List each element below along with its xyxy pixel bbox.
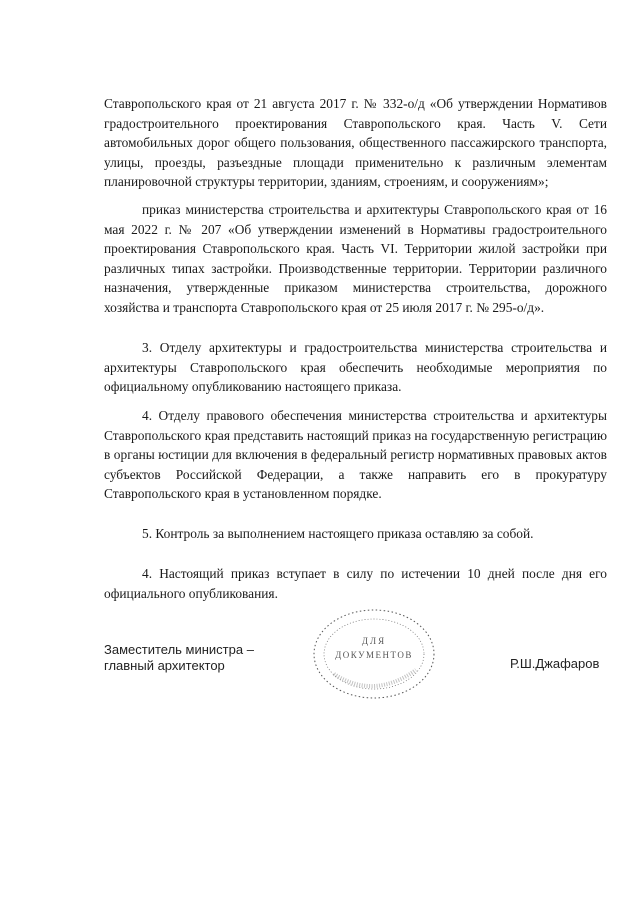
- paragraph-item-5-control: 5. Контроль за выполнением настоящего приказа оставляю за собой.: [142, 526, 534, 541]
- stamp-text-line1: ДЛЯ: [361, 636, 387, 646]
- paragraph-item-4-effective-date: 4. Настоящий приказ вступает в силу по истечении 10 дней после дня его официального опубликования.: [104, 566, 607, 601]
- paragraph-item-4-registration: 4. Отделу правового обеспечения министерства строительства и архитектуры Ставропольского края представить настоящий приказ на государственную регистрацию в органы юстиции для включения в федеральный регистр нормативных правовых актов субъектов Российской Федерации, а также направить его в прокуратуру Ставропольского края в установленном порядке.: [104, 408, 607, 501]
- stamp-text-line2: ДОКУМЕНТОВ: [335, 650, 413, 660]
- signatory-position: [104, 642, 254, 674]
- paragraph-prior-order-part-5: Ставропольского края от 21 августа 2017 г. № 332-о/д «Об утверждении Нормативов градостроительного проектирования Ставропольского края. Часть V. Сети автомобильных дорог общего пользования, общественного пассажирского транспорта, улицы, проезды, разъездные площади применительно к различным элементам планировочной структуры территории, зданиям, строениям, и сооружениям»;: [104, 96, 607, 189]
- paragraph-prior-order-part-6: приказ министерства строительства и архитектуры Ставропольского края от 16 мая 2022 г. № 207 «Об утверждении изменений в Нормативы градостроительного проектирования Ставропольского края. Часть VI. Территории жилой застройки при различных типах застройки. Производственные территории. Территории различного назначения, утвержденные приказом министерства строительства, дорожного хозяйства и транспорта Ставропольского края от 25 июля 2017 г. № 295-о/д».: [104, 202, 607, 315]
- paragraph-item-3-publication: 3. Отделу архитектуры и градостроительства министерства строительства и архитектуры Ставропольского края обеспечить необходимые мероприятия по официальному опубликованию настоящего приказа.: [104, 340, 607, 394]
- official-stamp: [308, 604, 440, 704]
- signatory-position-line2: главный архитектор: [104, 658, 225, 673]
- signatory-name: Р.Ш.Джафаров: [510, 656, 600, 671]
- signatory-position-line1: Заместитель министра –: [104, 642, 254, 657]
